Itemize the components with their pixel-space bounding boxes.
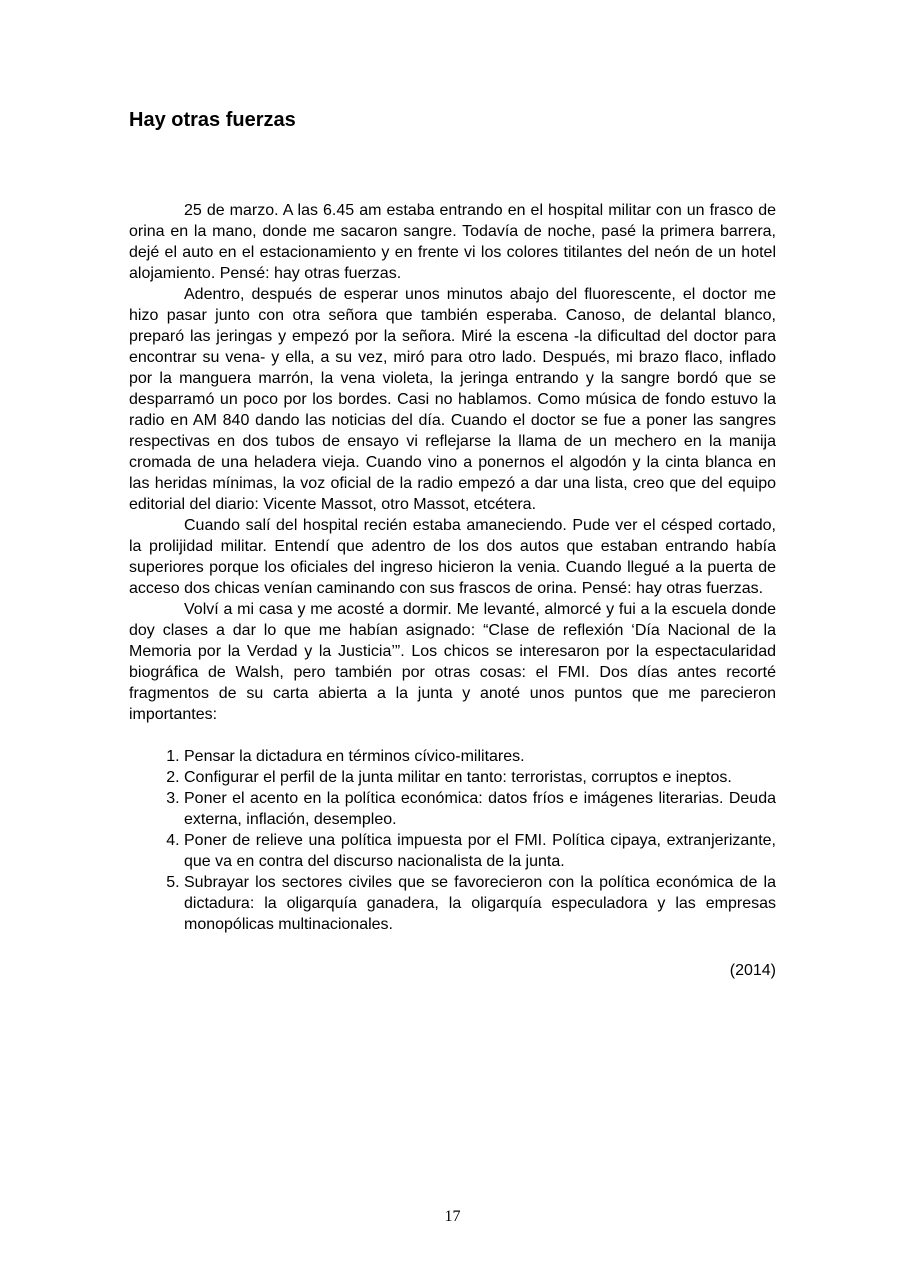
paragraph: Adentro, después de esperar unos minutos abajo del fluorescente, el doctor me hizo pasar junto con otra señora que también esperaba. Canoso, de delantal blanco, preparó las jeringas y empezó por la señora. Miré la escena -la dificultad del doctor para encontrar su vena- y ella, a su vez, miró para otro lado. Después, mi brazo flaco, inflado por la manguera marrón, la vena violeta, la jeringa entrando y la sangre bordó que se desparramó un poco por los bordes. Casi no hablamos. Como música de fondo estuvo la radio en AM 840 dando las noticias del día. Cuando el doctor se fue a poner las sangres respectivas en dos tubos de ensayo vi reflejarse la llama de un mechero en la manija cromada de una heladera vieja. Cuando vino a ponernos el algodón y la cinta blanca en las heridas mínimas, la voz oficial de la radio empezó a dar una lista, creo que del equipo editorial del diario: Vicente Massot, otro Massot, etcétera. <box>129 286 776 513</box>
body-text <box>129 200 776 981</box>
page-number: 17 <box>444 1208 461 1225</box>
list-item: 2. Configurar el perfil de la junta militar en tanto: terroristas, corruptos e ineptos. <box>184 767 776 788</box>
date-line: (2014) <box>729 962 776 979</box>
paragraph: Volví a mi casa y me acosté a dormir. Me levanté, almorcé y fui a la escuela donde doy clases a dar lo que me habían asignado: “Clase de reflexión ‘Día Nacional de la Memoria por la Verdad y la Justicia’”. Los chicos se interesaron por la espectacularidad biográfica de Walsh, pero también por otras cosas: el FMI. Dos días antes recorté fragmentos de su carta abierta a la junta y anoté unos puntos que me parecieron importantes: <box>129 601 776 723</box>
paragraph: 25 de marzo. A las 6.45 am estaba entrando en el hospital militar con un frasco de orina en la mano, donde me sacaron sangre. Todavía de noche, pasé la primera barrera, dejé el auto en el estacionamiento y en frente vi los colores titilantes del neón de un hotel alojamiento. Pensé: hay otras fuerzas. <box>129 202 776 282</box>
numbered-list <box>129 746 776 935</box>
page-title: Hay otras fuerzas <box>129 109 296 131</box>
list-item: 3. Poner el acento en la política económica: datos fríos e imágenes literarias. Deuda externa, inflación, desempleo. <box>184 788 776 830</box>
paragraph: Cuando salí del hospital recién estaba amaneciendo. Pude ver el césped cortado, la prolijidad militar. Entendí que adentro de los dos autos que estaban entrando había superiores porque los oficiales del ingreso hicieron la venia. Cuando llegué a la puerta de acceso dos chicas venían caminando con sus frascos de orina. Pensé: hay otras fuerzas. <box>129 517 776 597</box>
list-item: 1. Pensar la dictadura en términos cívico-militares. <box>184 746 776 767</box>
list-item: 4. Poner de relieve una política impuesta por el FMI. Política cipaya, extranjerizante, que va en contra del discurso nacionalista de la junta. <box>184 830 776 872</box>
list-item: 5. Subrayar los sectores civiles que se favorecieron con la política económica de la dictadura: la oligarquía ganadera, la oligarquía especuladora y las empresas monopólicas multinacionales. <box>184 872 776 935</box>
